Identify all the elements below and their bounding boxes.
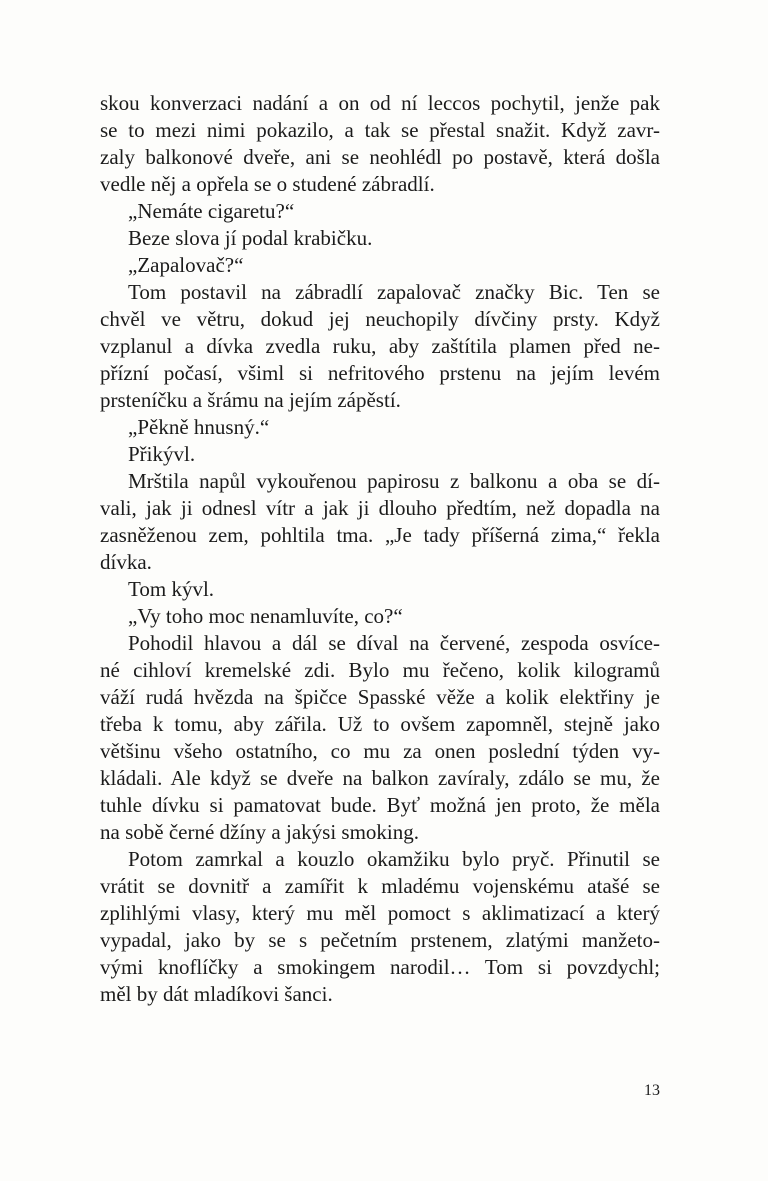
paragraph bbox=[100, 603, 660, 630]
paragraph bbox=[100, 441, 660, 468]
text-line: „Zapalovač?“ bbox=[128, 253, 244, 277]
text-line: vrátit se dovnitř a zamířit k mladému vojenskému atašé se bbox=[100, 874, 660, 898]
text-line: né cihloví kremelské zdi. Bylo mu řečeno, kolik kilogramů bbox=[100, 658, 660, 682]
text-line: Beze slova jí podal krabičku. bbox=[128, 226, 373, 250]
page-number: 13 bbox=[644, 1082, 660, 1099]
paragraph bbox=[100, 576, 660, 603]
text-line: vypadal, jako by se s pečetním prstenem, zlatými manžeto- bbox=[100, 928, 660, 952]
text-line: Potom zamrkal a kouzlo okamžiku bylo pryč. Přinutil se bbox=[128, 847, 660, 871]
text-line: tuhle dívku si pamatovat bude. Byť možná jen proto, že měla bbox=[100, 793, 660, 817]
text-line: na sobě černé džíny a jakýsi smoking. bbox=[100, 820, 419, 844]
paragraph bbox=[100, 198, 660, 225]
text-line: vedle něj a opřela se o studené zábradlí. bbox=[100, 172, 435, 196]
page-text bbox=[100, 90, 660, 1008]
text-line: vými knoflíčky a smokingem narodil… Tom si povzdychl; bbox=[100, 955, 660, 979]
text-line: chvěl ve větru, dokud jej neuchopily dívčiny prsty. Když bbox=[100, 307, 660, 331]
text-line: zaly balkonové dveře, ani se neohlédl po postavě, která došla bbox=[100, 145, 660, 169]
text-line: váží rudá hvězda na špičce Spasské věže a kolik elektřiny je bbox=[100, 685, 660, 709]
text-line: vzplanul a dívka zvedla ruku, aby zaštítila plamen před ne- bbox=[100, 334, 660, 358]
text-line: Tom kývl. bbox=[128, 577, 215, 601]
paragraph bbox=[100, 252, 660, 279]
text-line: Tom postavil na zábradlí zapalovač značky Bic. Ten se bbox=[128, 280, 660, 304]
text-line: se to mezi nimi pokazilo, a tak se přestal snažit. Když zavr- bbox=[100, 118, 660, 142]
text-line: Přikývl. bbox=[128, 442, 196, 466]
text-line: „Nemáte cigaretu?“ bbox=[128, 199, 295, 223]
text-line: přízní počasí, všiml si nefritového prstenu na jejím levém bbox=[100, 361, 660, 385]
text-line: vali, jak ji odnesl vítr a jak ji dlouho předtím, než dopadla na bbox=[100, 496, 660, 520]
text-line: zasněženou zem, pohltila tma. „Je tady příšerná zima,“ řekla bbox=[100, 523, 660, 547]
text-line: skou konverzaci nadání a on od ní leccos pochytil, jenže pak bbox=[100, 91, 660, 115]
text-line: „Vy toho moc nenamluvíte, co?“ bbox=[128, 604, 403, 628]
text-line: většinu všeho ostatního, co mu za onen poslední týden vy- bbox=[100, 739, 660, 763]
text-line: třeba k tomu, aby zářila. Už to ovšem zapomněl, stejně jako bbox=[100, 712, 660, 736]
text-line: „Pěkně hnusný.“ bbox=[128, 415, 270, 439]
paragraph bbox=[100, 225, 660, 252]
paragraph bbox=[100, 468, 660, 576]
text-line: zplihlými vlasy, který mu měl pomoct s aklimatizací a který bbox=[100, 901, 660, 925]
text-line: Mrštila napůl vykouřenou papirosu z balkonu a oba se dí- bbox=[128, 469, 660, 493]
text-line: dívka. bbox=[100, 550, 152, 574]
paragraph bbox=[100, 846, 660, 1008]
text-line: měl by dát mladíkovi šanci. bbox=[100, 982, 333, 1006]
paragraph bbox=[100, 279, 660, 414]
paragraph bbox=[100, 90, 660, 198]
text-line: kládali. Ale když se dveře na balkon zavíraly, zdálo se mu, že bbox=[100, 766, 660, 790]
paragraph bbox=[100, 414, 660, 441]
text-line: Pohodil hlavou a dál se díval na červené, zespoda osvíce- bbox=[128, 631, 660, 655]
paragraph bbox=[100, 630, 660, 846]
text-line: prsteníčku a šrámu na jejím zápěstí. bbox=[100, 388, 401, 412]
